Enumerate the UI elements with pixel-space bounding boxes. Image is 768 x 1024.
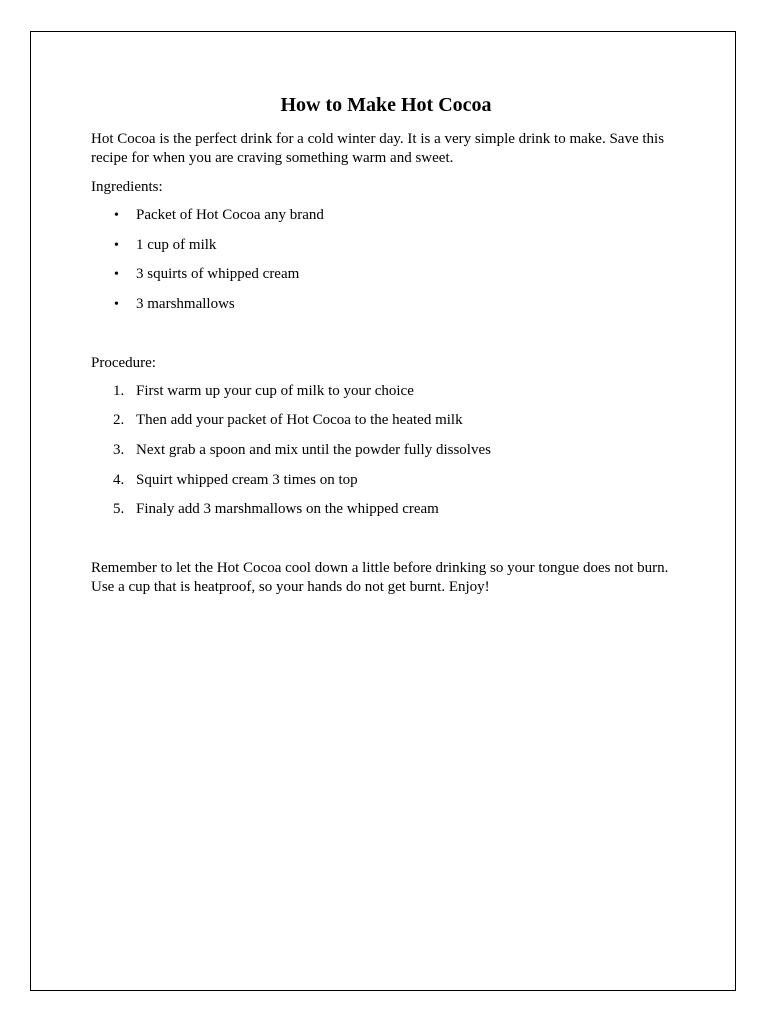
- list-item: [91, 206, 681, 225]
- step-text: Then add your packet of Hot Cocoa to the heated milk: [136, 412, 463, 429]
- step-text: Squirt whipped cream 3 times on top: [136, 471, 358, 488]
- list-item: [91, 236, 681, 255]
- document-content: [91, 90, 681, 597]
- closing-paragraph: Remember to let the Hot Cocoa cool down a little before drinking so your tongue does not burn. Use a cup that is heatproof, so your hands do not get burnt. Enjoy!: [91, 560, 669, 596]
- ingredients-list: [91, 206, 681, 314]
- list-item: [91, 265, 681, 284]
- ingredients-heading: Ingredients:: [91, 179, 163, 195]
- step-text: First warm up your cup of milk to your choice: [136, 382, 414, 399]
- bullet-icon: •: [114, 296, 119, 312]
- document-page: [30, 31, 736, 991]
- procedure-heading: Procedure:: [91, 354, 156, 371]
- list-item: [91, 500, 681, 519]
- bullet-icon: •: [114, 237, 119, 253]
- list-item: [91, 295, 681, 314]
- list-item: [91, 441, 681, 460]
- step-number: 4.: [113, 471, 125, 488]
- ingredient-text: Packet of Hot Cocoa any brand: [136, 207, 324, 223]
- step-text: Finaly add 3 marshmallows on the whipped cream: [136, 501, 439, 518]
- list-item: [91, 411, 681, 430]
- document-title: How to Make Hot Cocoa: [280, 94, 492, 116]
- step-number: 5.: [113, 501, 125, 518]
- procedure-list: [91, 382, 681, 519]
- intro-paragraph: Hot Cocoa is the perfect drink for a cold winter day. It is a very simple drink to make. Save this recipe for when you are craving something warm and sweet.: [91, 131, 665, 166]
- ingredient-text: 1 cup of milk: [136, 236, 217, 253]
- bullet-icon: •: [114, 208, 119, 223]
- step-number: 1.: [113, 382, 125, 399]
- step-number: 3.: [113, 441, 125, 458]
- ingredient-text: 3 marshmallows: [136, 295, 235, 312]
- step-number: 2.: [113, 412, 125, 429]
- step-text: Next grab a spoon and mix until the powder fully dissolves: [136, 441, 491, 458]
- bullet-icon: •: [114, 267, 119, 283]
- list-item: [91, 382, 681, 401]
- ingredient-text: 3 squirts of whipped cream: [136, 266, 300, 283]
- list-item: [91, 471, 681, 490]
